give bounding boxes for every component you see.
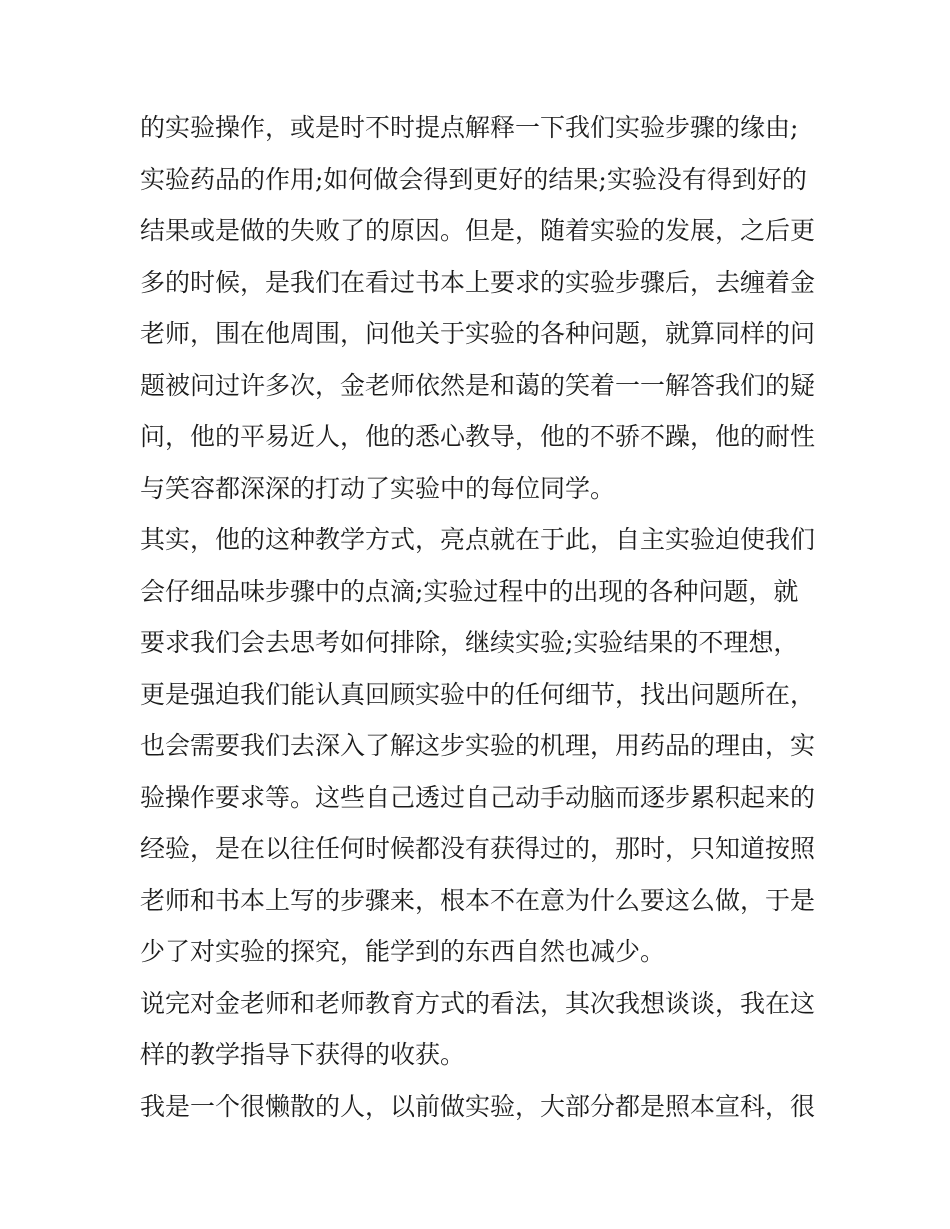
text-line-3: 结果或是做的失败了的原因。但是，随着实验的发展，之后更 [140, 216, 816, 245]
text-line-18: 说完对金老师和老师教育方式的看法，其次我想谈谈，我在这 [140, 988, 816, 1018]
text-line-10: 会仔细品味步骤中的点滴;实验过程中的出现的各种问题，就 [140, 576, 799, 606]
text-line-14: 验操作要求等。这些自己透过自己动手动脑而逐步累积起来的 [140, 782, 816, 812]
text-line-4: 多的时候，是我们在看过书本上要求的实验步骤后，去缠着金 [140, 267, 816, 297]
text-line-15: 经验，是在以往任何时候都没有获得过的，那时，只知道按照 [140, 834, 816, 863]
text-line-2: 实验药品的作用;如何做会得到更好的结果;实验没有得到好的 [140, 164, 807, 194]
text-line-16: 老师和书本上写的步骤来，根本不在意为什么要这么做，于是 [140, 885, 816, 915]
document-body [140, 102, 820, 1132]
text-line-6: 题被问过许多次，金老师依然是和蔼的笑着一一解答我们的疑 [140, 370, 816, 400]
text-line-17: 少了对实验的探究，能学到的东西自然也减少。 [140, 937, 666, 966]
text-line-1: 的实验操作，或是时不时提点解释一下我们实验步骤的缘由; [140, 113, 799, 142]
text-line-11: 要求我们会去思考如何排除，继续实验;实验结果的不理想， [140, 628, 799, 657]
text-line-13: 也会需要我们去深入了解这步实验的机理，用药品的理由，实 [140, 731, 816, 760]
text-line-9: 其实，他的这种教学方式，亮点就在于此，自主实验迫使我们 [140, 525, 816, 554]
text-line-8: 与笑容都深深的打动了实验中的每位同学。 [140, 473, 616, 503]
text-line-20: 我是一个很懒散的人，以前做实验，大部分都是照本宣科，很 [140, 1091, 816, 1121]
text-line-5: 老师，围在他周围，问他关于实验的各种问题，就算同样的问 [140, 319, 816, 348]
text-line-7: 问，他的平易近人，他的悉心教导，他的不骄不躁，他的耐性 [140, 422, 816, 451]
text-line-12: 更是强迫我们能认真回顾实验中的任何细节，找出问题所在， [140, 679, 816, 709]
text-line-19: 样的教学指导下获得的收获。 [140, 1040, 466, 1069]
